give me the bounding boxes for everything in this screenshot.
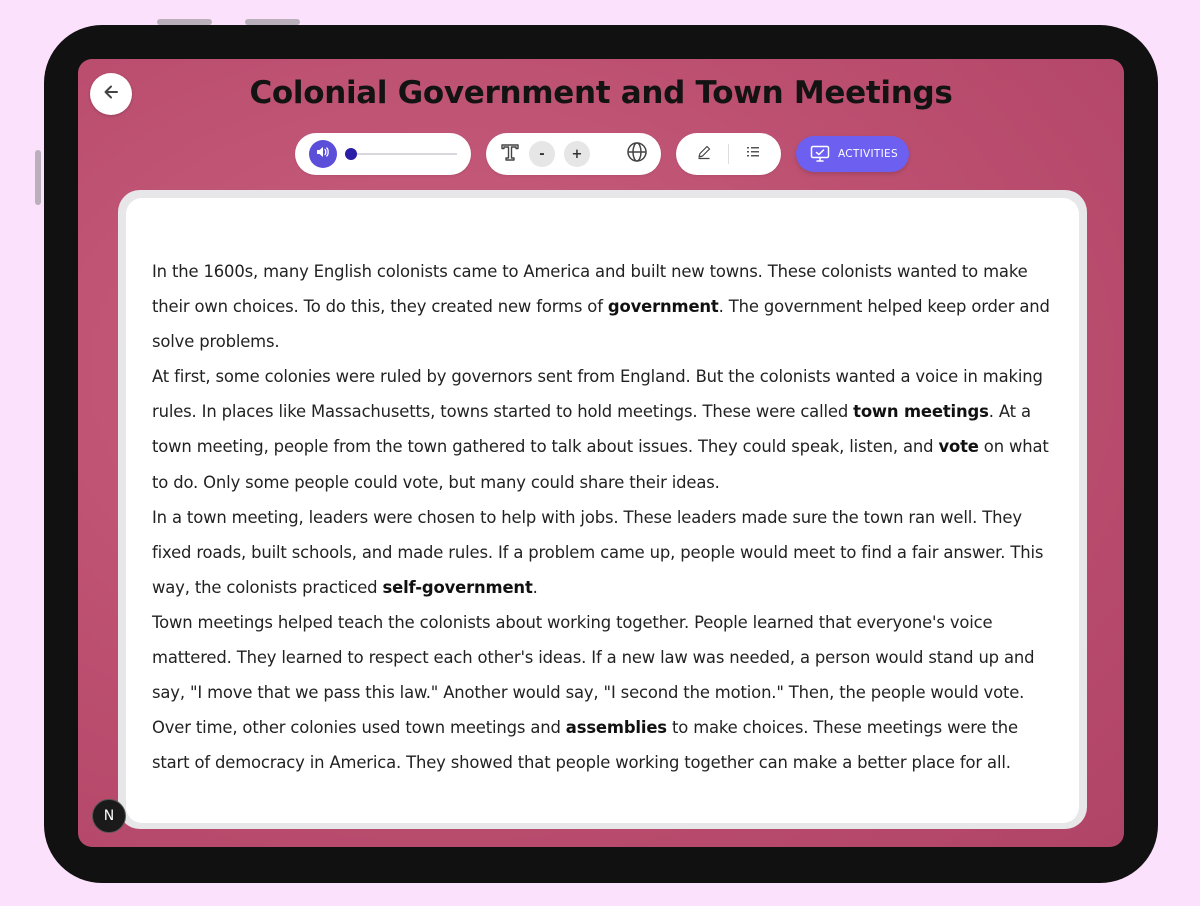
annotate-button[interactable] [694, 144, 714, 164]
paragraph: Town meetings helped teach the colonists about working together. People learned that everyone's voice mattered. They learned to respect each other's ideas. If a new law was needed, a person would stand up and say, "I move that we pass this law." Another would say, "I second the motion." Then, the people would vote. [152, 612, 1035, 703]
language-button[interactable] [626, 143, 648, 165]
font-decrease-button[interactable]: - [529, 141, 555, 167]
activities-label: ACTIVITIES [838, 148, 898, 160]
list-icon [745, 144, 761, 164]
reading-content [126, 198, 1079, 823]
speaker-icon [315, 144, 331, 164]
dev-indicator-badge[interactable]: N [92, 799, 126, 833]
paragraph: Over time, other colonies used town meetings and assemblies to make choices. These meetings were the start of democracy in America. They showed that people working together can make a better place for all. [152, 718, 1018, 773]
vocab-term[interactable]: assemblies [565, 718, 667, 738]
vocab-term[interactable]: town meetings [853, 402, 989, 422]
reading-panel [118, 190, 1087, 829]
toolbar-divider [728, 144, 729, 164]
paragraph: At first, some colonies were ruled by governors sent from England. But the colonists wanted a voice in making rules. In places like Massachusetts, towns started to hold meetings. These were called town meetings. At a town meeting, people from the town gathered to talk about issues. They could speak, listen, and vote on what to do. Only some people could vote, but many could share their ideas. [152, 367, 1049, 492]
paragraph: In a town meeting, leaders were chosen to help with jobs. These leaders made sure the town ran well. They fixed roads, built schools, and made rules. If a problem came up, people would meet to find a fair answer. This way, the colonists practiced self-government. [152, 507, 1044, 597]
font-increase-button[interactable]: + [564, 141, 590, 167]
text-size-icon [499, 141, 521, 167]
page-title: Colonial Government and Town Meetings [249, 75, 953, 111]
text-tools [486, 133, 661, 175]
paragraph: In the 1600s, many English colonists came to America and built new towns. These colonists wanted to make their own choices. To do this, they created new forms of government. The government helped keep order and solve problems. [152, 262, 1050, 352]
pen-icon [696, 144, 712, 164]
edit-tools [676, 133, 781, 175]
vocab-term[interactable]: vote [938, 437, 979, 457]
vocab-term[interactable]: self-government [382, 577, 533, 597]
reading-text [152, 254, 1052, 780]
audio-progress-slider[interactable] [345, 153, 457, 155]
activities-button[interactable] [796, 136, 909, 172]
vocab-term[interactable]: government [607, 297, 719, 317]
audio-progress-knob[interactable] [345, 148, 357, 160]
list-button[interactable] [743, 144, 763, 164]
tablet-frame [44, 25, 1158, 883]
play-audio-button[interactable] [309, 140, 337, 168]
globe-icon [626, 141, 648, 167]
side-button [35, 150, 41, 205]
monitor-icon [809, 143, 831, 165]
audio-player [295, 133, 471, 175]
text-size-button[interactable] [499, 143, 521, 165]
app-screen [78, 59, 1124, 847]
